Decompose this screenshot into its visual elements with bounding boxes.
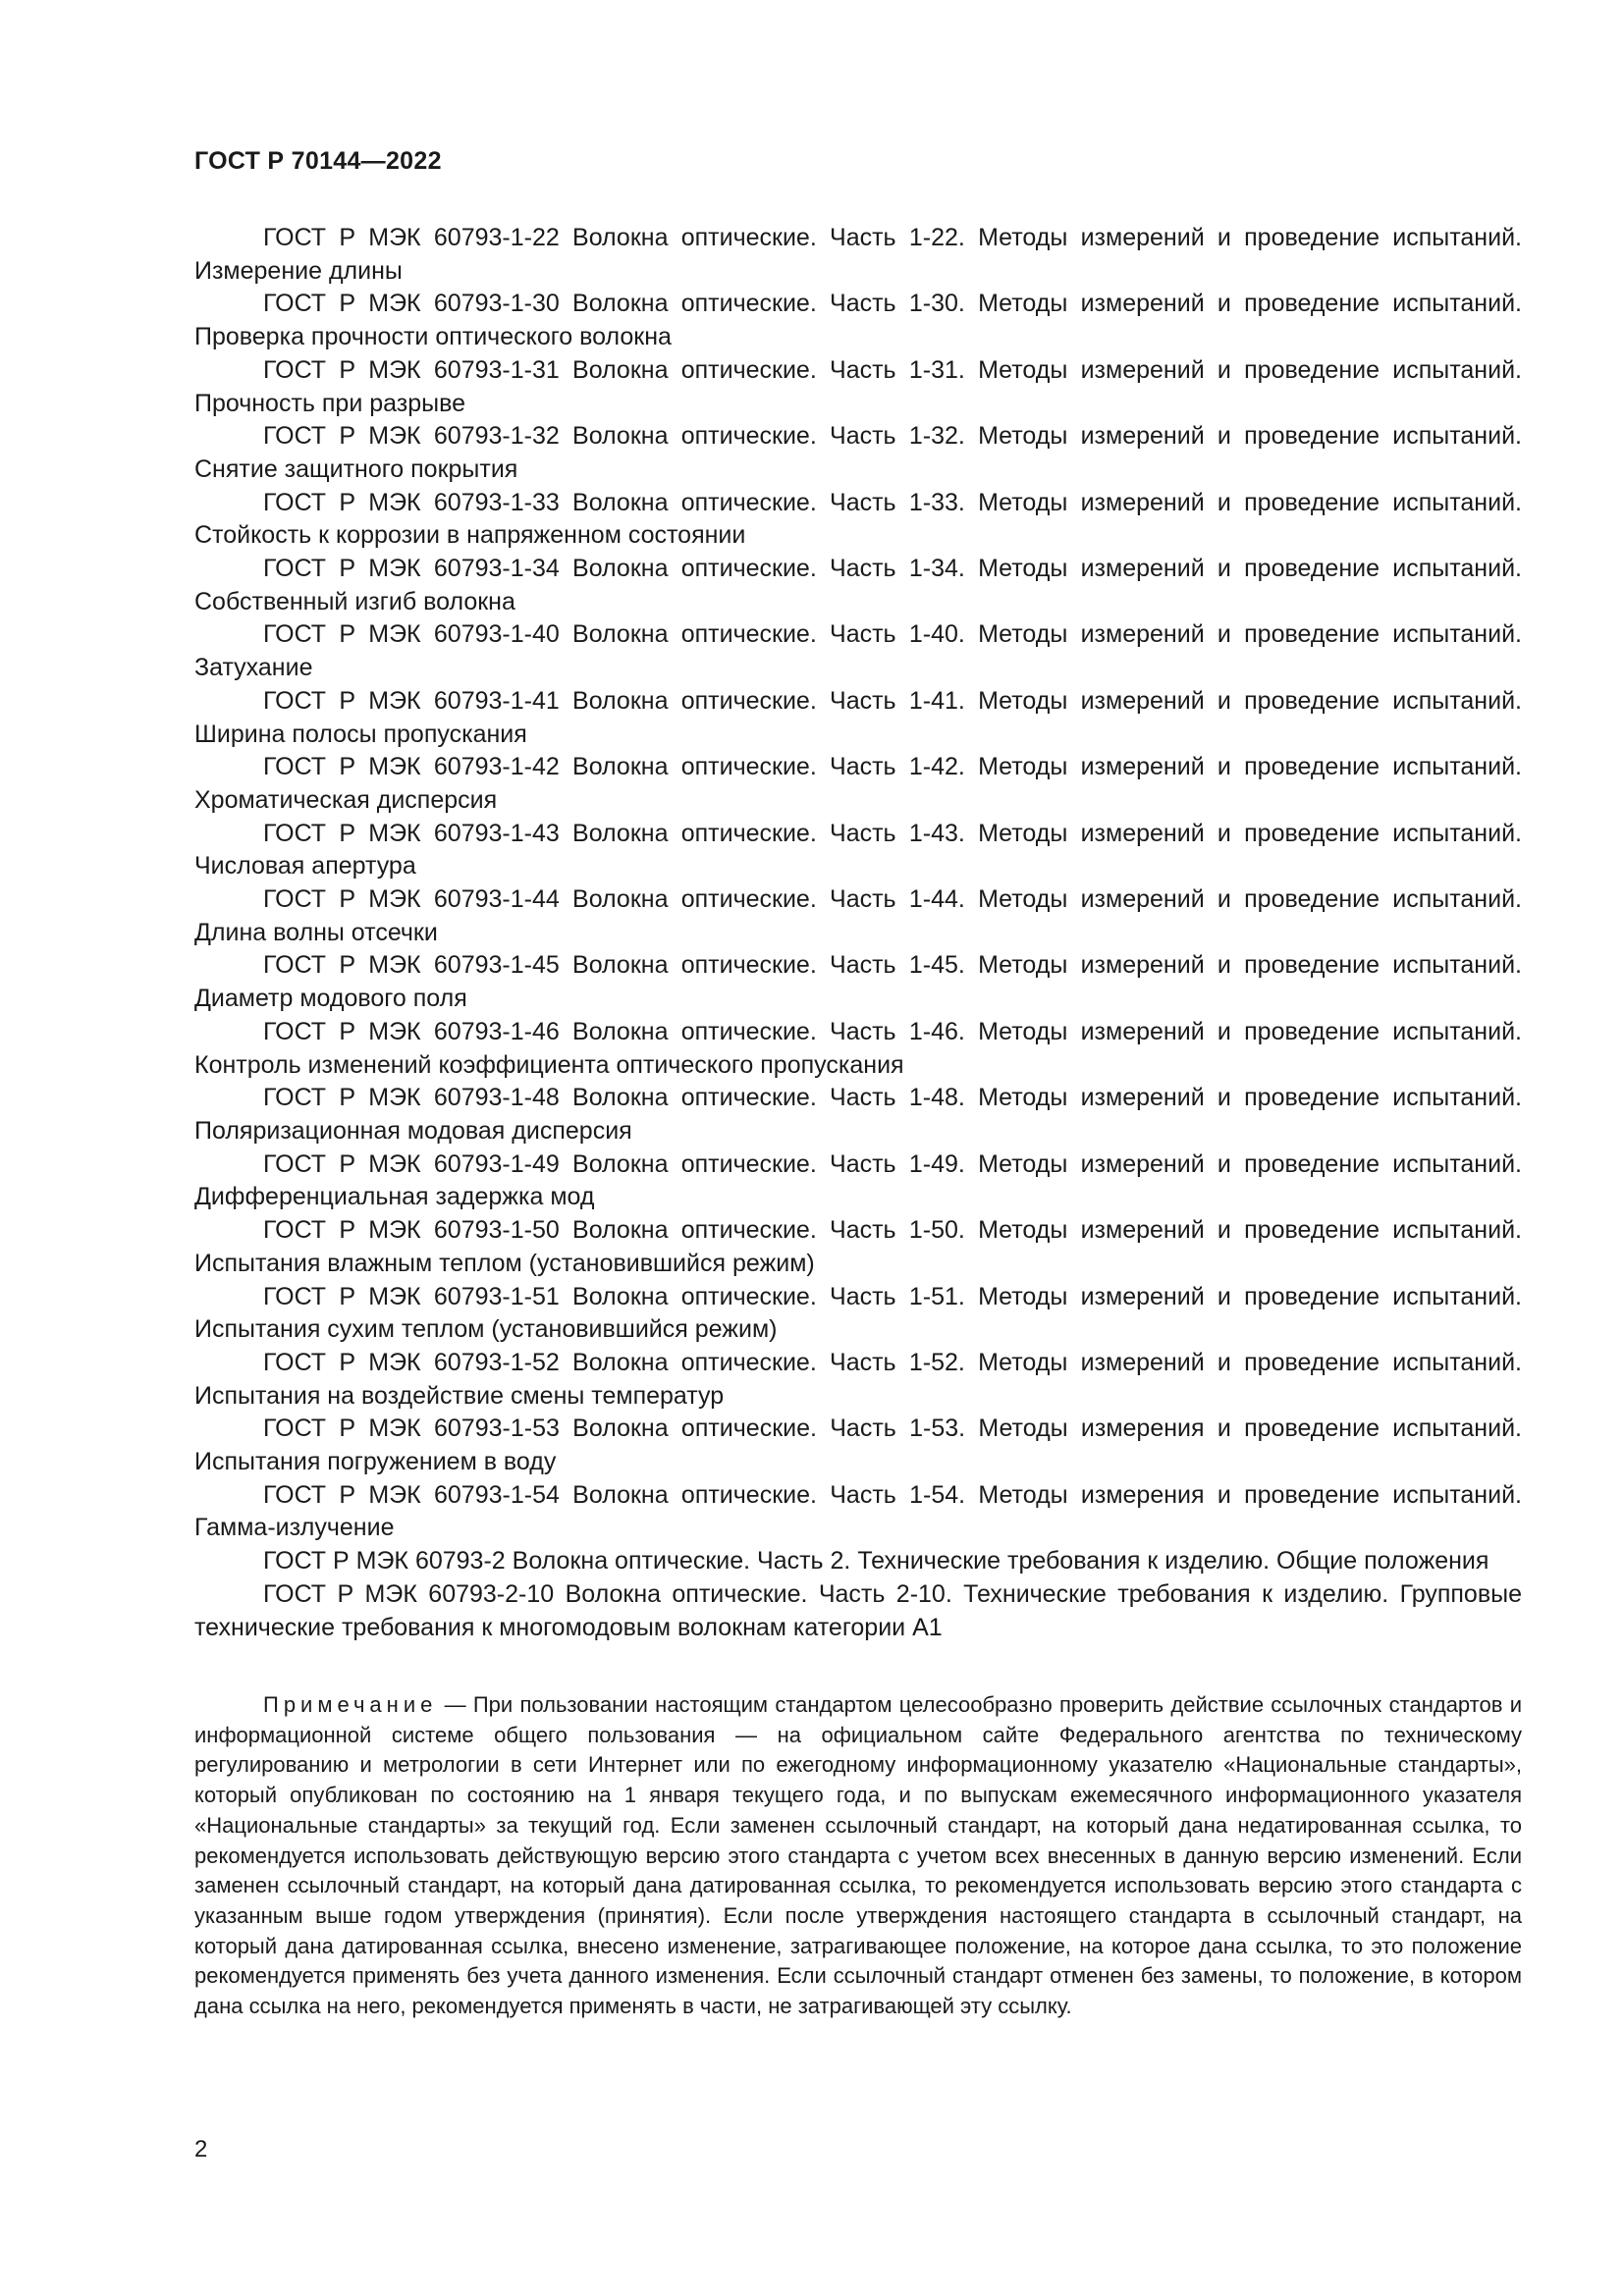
reference-code: ГОСТ Р МЭК 60793-1-41 [263, 686, 560, 715]
reference-title: Волокна оптические. Часть 1-46. Методы измерений и проведение испытаний. Контроль изменений коэффициента оптического пропускания [194, 1017, 1522, 1079]
reference-code: ГОСТ Р МЭК 60793-1-54 [263, 1480, 560, 1509]
reference-item [194, 1413, 1522, 1478]
reference-title: Волокна оптические. Часть 1-32. Методы измерений и проведение испытаний. Снятие защитного покрытия [194, 422, 1522, 483]
reference-item [194, 1082, 1522, 1148]
document-header: ГОСТ Р 70144—2022 [194, 147, 442, 175]
reference-item [194, 883, 1522, 949]
reference-title: Волокна оптические. Часть 1-50. Методы измерений и проведение испытаний. Испытания влажным теплом (установившийся режим) [194, 1216, 1522, 1277]
reference-item [194, 1347, 1522, 1413]
reference-title: Волокна оптические. Часть 1-53. Методы измерения и проведение испытаний. Испытания погружением в воду [194, 1415, 1522, 1476]
reference-item [194, 949, 1522, 1015]
reference-item [194, 1148, 1522, 1214]
reference-title: Волокна оптические. Часть 1-30. Методы измерений и проведение испытаний. Проверка прочности оптического волокна [194, 290, 1522, 351]
reference-code: ГОСТ Р МЭК 60793-1-52 [263, 1348, 560, 1376]
reference-code: ГОСТ Р МЭК 60793-1-44 [263, 885, 560, 914]
reference-title: Волокна оптические. Часть 1-34. Методы измерений и проведение испытаний. Собственный изгиб волокна [194, 555, 1522, 615]
reference-code: ГОСТ Р МЭК 60793-1-34 [263, 555, 560, 583]
reference-title: Волокна оптические. Часть 1-31. Методы измерений и проведение испытаний. Прочность при разрыве [194, 355, 1522, 417]
reference-title: Волокна оптические. Часть 2-10. Технические требования к изделию. Групповые технические требования к многомодовым волокнам категории А1 [194, 1579, 1522, 1641]
reference-item [194, 420, 1522, 486]
reference-code: ГОСТ Р МЭК 60793-1-53 [263, 1415, 560, 1443]
reference-item [194, 1281, 1522, 1347]
reference-code: ГОСТ Р МЭК 60793-1-31 [263, 355, 560, 384]
note-text: — При пользовании настоящим стандартом целесообразно проверить действие ссылочных стандартов и информационной системе общего пользования — на официальном сайте Федерального агентства по техническому регулированию и метрологии в сети Интернет или по ежегодному информационному указателю «Национальные стандарты», который опубликован по состоянию на 1 января текущего года, и по выпускам ежемесячного информационного указателя «Национальные стандарты» за текущий год. Если заменен ссылочный стандарт, на который дана недатированная ссылка, то рекомендуется использовать действующую версию этого стандарта с учетом всех внесенных в данную версию изменений. Если заменен ссылочный стандарт, на который дана датированная ссылка, то рекомендуется использовать версию этого стандарта с указанным выше годом утверждения (принятия). Если после утверждения настоящего стандарта в ссылочный стандарт, на который дана датированная ссылка, внесено изменение, затрагивающее положение, на которое дана ссылка, то это положение рекомендуется применять без учета данного изменения. Если ссылочный стандарт отменен без замены, то положение, в котором дана ссылка на него, рекомендуется применять в части, не затрагивающей эту ссылку. [194, 1692, 1522, 2019]
reference-item [194, 222, 1522, 288]
reference-title: Волокна оптические. Часть 1-22. Методы измерений и проведение испытаний. Измерение длины [194, 224, 1522, 285]
reference-title: Волокна оптические. Часть 1-44. Методы измерений и проведение испытаний. Длина волны отсечки [194, 885, 1522, 946]
reference-title: Волокна оптические. Часть 1-54. Методы измерения и проведение испытаний. Гамма-излучение [194, 1480, 1522, 1542]
reference-title: Волокна оптические. Часть 1-43. Методы измерений и проведение испытаний. Числовая апертура [194, 819, 1522, 881]
reference-code: ГОСТ Р МЭК 60793-1-40 [263, 620, 560, 649]
reference-title: Волокна оптические. Часть 1-45. Методы измерений и проведение испытаний. Диаметр модового поля [194, 951, 1522, 1013]
reference-item [194, 1545, 1522, 1578]
reference-code: ГОСТ Р МЭК 60793-1-46 [263, 1017, 560, 1045]
reference-item [194, 354, 1522, 420]
reference-code: ГОСТ Р МЭК 60793-2 [263, 1547, 506, 1575]
reference-code: ГОСТ Р МЭК 60793-1-48 [263, 1084, 560, 1112]
reference-code: ГОСТ Р МЭК 60793-1-42 [263, 753, 560, 781]
reference-title: Волокна оптические. Часть 1-42. Методы измерений и проведение испытаний. Хроматическая дисперсия [194, 753, 1522, 814]
reference-item [194, 1016, 1522, 1082]
reference-item [194, 751, 1522, 817]
reference-item [194, 618, 1522, 684]
reference-code: ГОСТ Р МЭК 60793-1-33 [263, 488, 560, 516]
reference-code: ГОСТ Р МЭК 60793-1-51 [263, 1282, 560, 1310]
reference-code: ГОСТ Р МЭК 60793-2-10 [263, 1579, 555, 1608]
reference-title: Волокна оптические. Часть 1-33. Методы измерений и проведение испытаний. Стойкость к коррозии в напряженном состоянии [194, 488, 1522, 550]
note-label: Примечание [263, 1692, 438, 1717]
reference-item [194, 1578, 1522, 1644]
reference-item [194, 553, 1522, 618]
reference-title: Волокна оптические. Часть 2. Технические требования к изделию. Общие положения [512, 1547, 1489, 1575]
note-paragraph [194, 1690, 1522, 2022]
reference-code: ГОСТ Р МЭК 60793-1-45 [263, 951, 560, 980]
reference-item [194, 818, 1522, 883]
reference-item [194, 685, 1522, 751]
reference-title: Волокна оптические. Часть 1-48. Методы измерений и проведение испытаний. Поляризационная модовая дисперсия [194, 1084, 1522, 1145]
reference-title: Волокна оптические. Часть 1-41. Методы измерений и проведение испытаний. Ширина полосы пропускания [194, 686, 1522, 748]
references-list [194, 222, 1522, 1644]
reference-title: Волокна оптические. Часть 1-40. Методы измерений и проведение испытаний. Затухание [194, 620, 1522, 682]
reference-title: Волокна оптические. Часть 1-49. Методы измерений и проведение испытаний. Дифференциальная задержка мод [194, 1149, 1522, 1211]
reference-code: ГОСТ Р МЭК 60793-1-32 [263, 422, 560, 451]
reference-code: ГОСТ Р МЭК 60793-1-50 [263, 1216, 560, 1245]
reference-title: Волокна оптические. Часть 1-52. Методы измерений и проведение испытаний. Испытания на воздействие смены температур [194, 1348, 1522, 1410]
reference-item [194, 1479, 1522, 1545]
reference-item [194, 487, 1522, 553]
page-number: 2 [194, 2136, 208, 2163]
reference-code: ГОСТ Р МЭК 60793-1-49 [263, 1149, 560, 1178]
reference-code: ГОСТ Р МЭК 60793-1-43 [263, 819, 560, 847]
reference-code: ГОСТ Р МЭК 60793-1-30 [263, 290, 560, 318]
reference-item [194, 1214, 1522, 1280]
reference-code: ГОСТ Р МЭК 60793-1-22 [263, 224, 560, 251]
reference-item [194, 288, 1522, 353]
reference-title: Волокна оптические. Часть 1-51. Методы измерений и проведение испытаний. Испытания сухим теплом (установившийся режим) [194, 1282, 1522, 1344]
